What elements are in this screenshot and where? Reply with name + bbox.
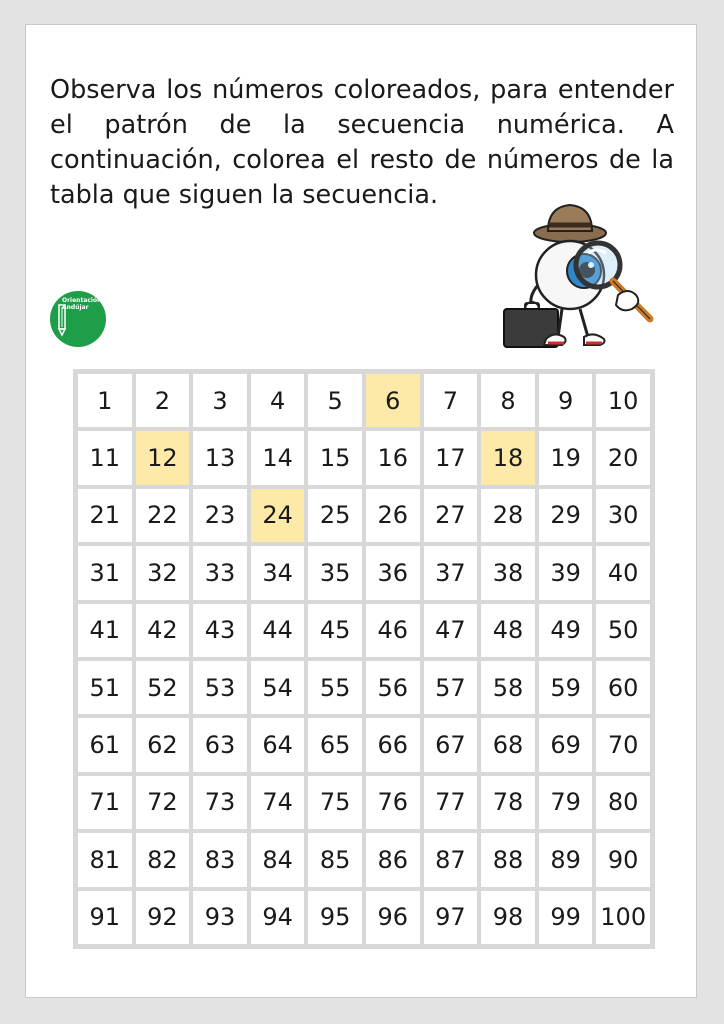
number-cell-12[interactable]: 12: [136, 431, 190, 484]
number-cell-83[interactable]: 83: [193, 833, 247, 886]
logo-text: Orientación Andújar: [62, 297, 102, 311]
number-cell-11[interactable]: 11: [78, 431, 132, 484]
number-cell-13[interactable]: 13: [193, 431, 247, 484]
number-cell-100[interactable]: 100: [596, 891, 650, 944]
number-cell-17[interactable]: 17: [424, 431, 478, 484]
number-cell-36[interactable]: 36: [366, 546, 420, 599]
number-cell-25[interactable]: 25: [308, 489, 362, 542]
number-cell-7[interactable]: 7: [424, 374, 478, 427]
number-cell-92[interactable]: 92: [136, 891, 190, 944]
number-cell-48[interactable]: 48: [481, 604, 535, 657]
number-cell-98[interactable]: 98: [481, 891, 535, 944]
number-cell-8[interactable]: 8: [481, 374, 535, 427]
number-cell-18[interactable]: 18: [481, 431, 535, 484]
number-cell-38[interactable]: 38: [481, 546, 535, 599]
number-cell-47[interactable]: 47: [424, 604, 478, 657]
number-cell-95[interactable]: 95: [308, 891, 362, 944]
number-cell-91[interactable]: 91: [78, 891, 132, 944]
number-cell-40[interactable]: 40: [596, 546, 650, 599]
number-cell-46[interactable]: 46: [366, 604, 420, 657]
number-cell-2[interactable]: 2: [136, 374, 190, 427]
number-cell-41[interactable]: 41: [78, 604, 132, 657]
number-cell-42[interactable]: 42: [136, 604, 190, 657]
number-cell-22[interactable]: 22: [136, 489, 190, 542]
number-cell-55[interactable]: 55: [308, 661, 362, 714]
number-cell-96[interactable]: 96: [366, 891, 420, 944]
number-cell-99[interactable]: 99: [539, 891, 593, 944]
number-cell-73[interactable]: 73: [193, 776, 247, 829]
detective-eye-mascot-icon: [492, 193, 662, 353]
number-cell-90[interactable]: 90: [596, 833, 650, 886]
number-cell-87[interactable]: 87: [424, 833, 478, 886]
number-cell-76[interactable]: 76: [366, 776, 420, 829]
number-cell-52[interactable]: 52: [136, 661, 190, 714]
number-cell-58[interactable]: 58: [481, 661, 535, 714]
number-cell-94[interactable]: 94: [251, 891, 305, 944]
number-cell-56[interactable]: 56: [366, 661, 420, 714]
number-cell-71[interactable]: 71: [78, 776, 132, 829]
hundred-chart-grid: [73, 369, 655, 949]
number-cell-39[interactable]: 39: [539, 546, 593, 599]
number-cell-53[interactable]: 53: [193, 661, 247, 714]
number-cell-97[interactable]: 97: [424, 891, 478, 944]
number-cell-16[interactable]: 16: [366, 431, 420, 484]
number-cell-88[interactable]: 88: [481, 833, 535, 886]
number-cell-93[interactable]: 93: [193, 891, 247, 944]
number-cell-50[interactable]: 50: [596, 604, 650, 657]
number-cell-80[interactable]: 80: [596, 776, 650, 829]
number-cell-23[interactable]: 23: [193, 489, 247, 542]
number-cell-43[interactable]: 43: [193, 604, 247, 657]
number-cell-72[interactable]: 72: [136, 776, 190, 829]
number-cell-67[interactable]: 67: [424, 718, 478, 771]
number-cell-5[interactable]: 5: [308, 374, 362, 427]
number-cell-31[interactable]: 31: [78, 546, 132, 599]
number-cell-61[interactable]: 61: [78, 718, 132, 771]
number-cell-29[interactable]: 29: [539, 489, 593, 542]
number-cell-64[interactable]: 64: [251, 718, 305, 771]
number-cell-54[interactable]: 54: [251, 661, 305, 714]
number-cell-62[interactable]: 62: [136, 718, 190, 771]
number-cell-70[interactable]: 70: [596, 718, 650, 771]
number-cell-1[interactable]: 1: [78, 374, 132, 427]
number-cell-66[interactable]: 66: [366, 718, 420, 771]
number-cell-37[interactable]: 37: [424, 546, 478, 599]
worksheet-page: [25, 24, 697, 998]
number-cell-4[interactable]: 4: [251, 374, 305, 427]
number-cell-14[interactable]: 14: [251, 431, 305, 484]
number-cell-27[interactable]: 27: [424, 489, 478, 542]
number-cell-30[interactable]: 30: [596, 489, 650, 542]
number-cell-59[interactable]: 59: [539, 661, 593, 714]
number-cell-34[interactable]: 34: [251, 546, 305, 599]
number-cell-45[interactable]: 45: [308, 604, 362, 657]
number-cell-33[interactable]: 33: [193, 546, 247, 599]
number-cell-78[interactable]: 78: [481, 776, 535, 829]
number-cell-57[interactable]: 57: [424, 661, 478, 714]
number-cell-89[interactable]: 89: [539, 833, 593, 886]
number-cell-75[interactable]: 75: [308, 776, 362, 829]
number-cell-10[interactable]: 10: [596, 374, 650, 427]
number-cell-24[interactable]: 24: [251, 489, 305, 542]
number-cell-35[interactable]: 35: [308, 546, 362, 599]
number-cell-15[interactable]: 15: [308, 431, 362, 484]
number-cell-86[interactable]: 86: [366, 833, 420, 886]
number-cell-85[interactable]: 85: [308, 833, 362, 886]
number-cell-82[interactable]: 82: [136, 833, 190, 886]
number-cell-9[interactable]: 9: [539, 374, 593, 427]
number-cell-21[interactable]: 21: [78, 489, 132, 542]
number-cell-77[interactable]: 77: [424, 776, 478, 829]
number-cell-65[interactable]: 65: [308, 718, 362, 771]
number-cell-26[interactable]: 26: [366, 489, 420, 542]
number-cell-68[interactable]: 68: [481, 718, 535, 771]
number-cell-69[interactable]: 69: [539, 718, 593, 771]
number-cell-63[interactable]: 63: [193, 718, 247, 771]
number-cell-6[interactable]: 6: [366, 374, 420, 427]
number-cell-32[interactable]: 32: [136, 546, 190, 599]
number-cell-84[interactable]: 84: [251, 833, 305, 886]
orientacion-andujar-logo: [50, 291, 106, 347]
number-cell-81[interactable]: 81: [78, 833, 132, 886]
number-cell-49[interactable]: 49: [539, 604, 593, 657]
number-cell-20[interactable]: 20: [596, 431, 650, 484]
instructions-text: Observa los números coloreados, para entender el patrón de la secuencia numérica. A continuación, colorea el resto de números de la tabla que siguen la secuencia.: [50, 75, 674, 210]
number-cell-79[interactable]: 79: [539, 776, 593, 829]
number-cell-60[interactable]: 60: [596, 661, 650, 714]
number-cell-19[interactable]: 19: [539, 431, 593, 484]
number-cell-28[interactable]: 28: [481, 489, 535, 542]
number-cell-3[interactable]: 3: [193, 374, 247, 427]
number-cell-74[interactable]: 74: [251, 776, 305, 829]
number-cell-51[interactable]: 51: [78, 661, 132, 714]
number-cell-44[interactable]: 44: [251, 604, 305, 657]
